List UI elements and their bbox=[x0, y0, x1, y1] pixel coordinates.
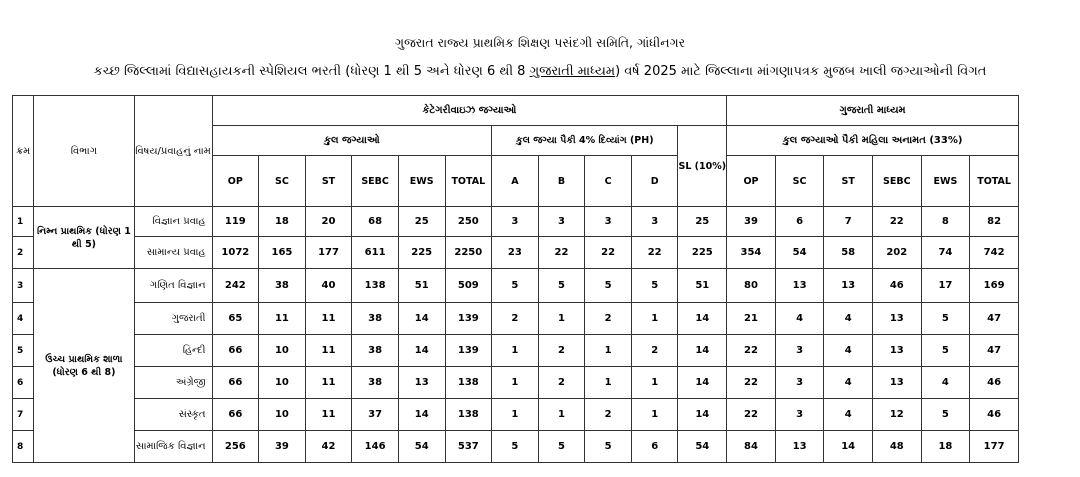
cell-st: 177 bbox=[305, 237, 352, 269]
cell-d: 1 bbox=[631, 399, 678, 431]
cell-sebc: 37 bbox=[352, 399, 399, 431]
cell-sc: 10 bbox=[259, 367, 306, 399]
cell-w-st: 14 bbox=[824, 431, 873, 463]
col-op: OP bbox=[212, 156, 259, 207]
cell-w-sc: 6 bbox=[775, 207, 824, 237]
cell-c: 22 bbox=[585, 237, 632, 269]
cell-d: 3 bbox=[631, 207, 678, 237]
cell-total: 138 bbox=[445, 399, 492, 431]
cell-ews: 225 bbox=[398, 237, 445, 269]
cell-sebc: 38 bbox=[352, 303, 399, 335]
department-upper-primary: ઉચ્ચ પ્રાથમિક શાળા (ધોરણ 6 થી 8) bbox=[34, 269, 134, 463]
table-row bbox=[13, 237, 1019, 269]
cell-w-sebc: 48 bbox=[872, 431, 921, 463]
cell-w-ews: 4 bbox=[921, 367, 970, 399]
cell-op: 119 bbox=[212, 207, 259, 237]
col-ews: EWS bbox=[398, 156, 445, 207]
cell-w-sebc: 13 bbox=[872, 335, 921, 367]
cell-total: 2250 bbox=[445, 237, 492, 269]
cell-a: 1 bbox=[492, 399, 539, 431]
cell-sc: 165 bbox=[259, 237, 306, 269]
header-category-posts: કેટેગરીવાઇઝ જગ્યાઓ bbox=[212, 96, 727, 126]
cell-w-st: 4 bbox=[824, 303, 873, 335]
cell-a: 3 bbox=[492, 207, 539, 237]
cell-b: 5 bbox=[538, 431, 585, 463]
col-sc: SC bbox=[259, 156, 306, 207]
header-subject: વિષય/પ્રવાહનું નામ bbox=[134, 96, 212, 207]
cell-a: 1 bbox=[492, 367, 539, 399]
cell-sl: 14 bbox=[678, 399, 727, 431]
cell-w-ews: 5 bbox=[921, 335, 970, 367]
row-subject: સંસ્કૃત bbox=[134, 399, 212, 431]
cell-d: 1 bbox=[631, 367, 678, 399]
table-row bbox=[13, 367, 1019, 399]
col-ph-d: D bbox=[631, 156, 678, 207]
cell-w-total: 82 bbox=[970, 207, 1019, 237]
cell-sc: 10 bbox=[259, 335, 306, 367]
cell-w-sebc: 46 bbox=[872, 269, 921, 303]
cell-sc: 10 bbox=[259, 399, 306, 431]
department-lower-primary: નિમ્ન પ્રાથમિક (ધોરણ 1 થી 5) bbox=[34, 207, 134, 269]
row-subject: સામાન્ય પ્રવાહ bbox=[134, 237, 212, 269]
cell-w-op: 22 bbox=[727, 335, 776, 367]
cell-st: 11 bbox=[305, 303, 352, 335]
header-sl: SL (10%) bbox=[678, 126, 727, 207]
header-total-posts: કુલ જગ્યાઓ bbox=[212, 126, 492, 156]
row-index: 6 bbox=[13, 367, 34, 399]
cell-st: 40 bbox=[305, 269, 352, 303]
cell-w-st: 13 bbox=[824, 269, 873, 303]
title-suffix: ) વર્ષ 2025 માટે જિલ્લાના માંગણાપત્રક મુજબ ખાલી જગ્યાઓની વિગત bbox=[615, 64, 987, 79]
cell-d: 5 bbox=[631, 269, 678, 303]
cell-op: 66 bbox=[212, 335, 259, 367]
col-women-total: TOTAL bbox=[970, 156, 1019, 207]
cell-op: 65 bbox=[212, 303, 259, 335]
cell-w-sc: 3 bbox=[775, 399, 824, 431]
cell-sl: 51 bbox=[678, 269, 727, 303]
cell-w-sebc: 13 bbox=[872, 303, 921, 335]
cell-w-sebc: 202 bbox=[872, 237, 921, 269]
cell-b: 2 bbox=[538, 367, 585, 399]
col-women-ews: EWS bbox=[921, 156, 970, 207]
header-department: વિભાગ bbox=[34, 96, 134, 207]
table-row bbox=[13, 303, 1019, 335]
cell-w-total: 742 bbox=[970, 237, 1019, 269]
cell-sl: 54 bbox=[678, 431, 727, 463]
cell-a: 5 bbox=[492, 269, 539, 303]
table-row bbox=[13, 431, 1019, 463]
row-subject: ગણિત વિજ્ઞાન bbox=[134, 269, 212, 303]
cell-sc: 11 bbox=[259, 303, 306, 335]
cell-sl: 225 bbox=[678, 237, 727, 269]
table-row bbox=[13, 399, 1019, 431]
row-subject: વિજ્ઞાન પ્રવાહ bbox=[134, 207, 212, 237]
col-women-op: OP bbox=[727, 156, 776, 207]
cell-w-sc: 3 bbox=[775, 335, 824, 367]
cell-d: 1 bbox=[631, 303, 678, 335]
cell-c: 5 bbox=[585, 431, 632, 463]
cell-a: 1 bbox=[492, 335, 539, 367]
cell-b: 5 bbox=[538, 269, 585, 303]
table-row bbox=[13, 335, 1019, 367]
cell-a: 5 bbox=[492, 431, 539, 463]
col-sebc: SEBC bbox=[352, 156, 399, 207]
cell-w-total: 47 bbox=[970, 335, 1019, 367]
cell-op: 256 bbox=[212, 431, 259, 463]
cell-w-ews: 8 bbox=[921, 207, 970, 237]
cell-sc: 38 bbox=[259, 269, 306, 303]
cell-c: 2 bbox=[585, 399, 632, 431]
cell-w-total: 46 bbox=[970, 399, 1019, 431]
cell-c: 3 bbox=[585, 207, 632, 237]
cell-w-op: 22 bbox=[727, 399, 776, 431]
cell-sebc: 38 bbox=[352, 367, 399, 399]
cell-w-sebc: 13 bbox=[872, 367, 921, 399]
col-women-sebc: SEBC bbox=[872, 156, 921, 207]
row-index: 8 bbox=[13, 431, 34, 463]
cell-a: 2 bbox=[492, 303, 539, 335]
cell-ews: 25 bbox=[398, 207, 445, 237]
cell-b: 1 bbox=[538, 399, 585, 431]
cell-w-ews: 74 bbox=[921, 237, 970, 269]
cell-ews: 51 bbox=[398, 269, 445, 303]
row-subject: સામાજિક વિજ્ઞાન bbox=[134, 431, 212, 463]
cell-w-op: 21 bbox=[727, 303, 776, 335]
cell-st: 11 bbox=[305, 335, 352, 367]
cell-b: 1 bbox=[538, 303, 585, 335]
col-women-st: ST bbox=[824, 156, 873, 207]
cell-c: 2 bbox=[585, 303, 632, 335]
cell-total: 139 bbox=[445, 303, 492, 335]
cell-sl: 14 bbox=[678, 335, 727, 367]
cell-w-op: 39 bbox=[727, 207, 776, 237]
cell-a: 23 bbox=[492, 237, 539, 269]
cell-w-sc: 13 bbox=[775, 431, 824, 463]
cell-w-ews: 5 bbox=[921, 303, 970, 335]
cell-sebc: 146 bbox=[352, 431, 399, 463]
row-subject: હિન્દી bbox=[134, 335, 212, 367]
document-title bbox=[0, 64, 1080, 79]
cell-sebc: 68 bbox=[352, 207, 399, 237]
row-index: 4 bbox=[13, 303, 34, 335]
title-medium-underlined: ગુજરાતી માધ્યમ bbox=[529, 64, 616, 79]
cell-d: 2 bbox=[631, 335, 678, 367]
cell-w-sebc: 12 bbox=[872, 399, 921, 431]
col-ph-a: A bbox=[492, 156, 539, 207]
cell-op: 1072 bbox=[212, 237, 259, 269]
cell-w-sebc: 22 bbox=[872, 207, 921, 237]
cell-sebc: 138 bbox=[352, 269, 399, 303]
cell-w-op: 84 bbox=[727, 431, 776, 463]
col-women-sc: SC bbox=[775, 156, 824, 207]
table-row bbox=[13, 207, 1019, 237]
header-index: ક્રમ bbox=[13, 96, 34, 207]
cell-ews: 54 bbox=[398, 431, 445, 463]
cell-sc: 39 bbox=[259, 431, 306, 463]
cell-b: 3 bbox=[538, 207, 585, 237]
cell-total: 537 bbox=[445, 431, 492, 463]
cell-b: 2 bbox=[538, 335, 585, 367]
cell-w-ews: 17 bbox=[921, 269, 970, 303]
cell-w-ews: 5 bbox=[921, 399, 970, 431]
cell-c: 1 bbox=[585, 335, 632, 367]
cell-b: 22 bbox=[538, 237, 585, 269]
title-prefix: કચ્છ જિલ્લામાં વિદ્યાસહાયકની સ્પેશિયલ ભરતી (ધોરણ 1 થી 5 અને ધોરણ 6 થી 8 bbox=[93, 64, 530, 79]
cell-w-sc: 13 bbox=[775, 269, 824, 303]
cell-total: 139 bbox=[445, 335, 492, 367]
row-index: 1 bbox=[13, 207, 34, 237]
row-subject: અંગ્રેજી bbox=[134, 367, 212, 399]
cell-c: 1 bbox=[585, 367, 632, 399]
cell-w-st: 4 bbox=[824, 399, 873, 431]
col-st: ST bbox=[305, 156, 352, 207]
cell-st: 42 bbox=[305, 431, 352, 463]
cell-sl: 25 bbox=[678, 207, 727, 237]
cell-op: 66 bbox=[212, 367, 259, 399]
cell-w-st: 58 bbox=[824, 237, 873, 269]
vacancy-table bbox=[12, 95, 1019, 463]
cell-op: 242 bbox=[212, 269, 259, 303]
cell-w-op: 22 bbox=[727, 367, 776, 399]
cell-sc: 18 bbox=[259, 207, 306, 237]
cell-st: 20 bbox=[305, 207, 352, 237]
cell-w-st: 7 bbox=[824, 207, 873, 237]
cell-w-ews: 18 bbox=[921, 431, 970, 463]
cell-ews: 14 bbox=[398, 399, 445, 431]
cell-d: 22 bbox=[631, 237, 678, 269]
cell-w-st: 4 bbox=[824, 335, 873, 367]
cell-sebc: 38 bbox=[352, 335, 399, 367]
cell-sl: 14 bbox=[678, 303, 727, 335]
cell-d: 6 bbox=[631, 431, 678, 463]
table-row bbox=[13, 269, 1019, 303]
cell-w-op: 354 bbox=[727, 237, 776, 269]
cell-op: 66 bbox=[212, 399, 259, 431]
cell-w-total: 177 bbox=[970, 431, 1019, 463]
row-index: 7 bbox=[13, 399, 34, 431]
col-total: TOTAL bbox=[445, 156, 492, 207]
cell-c: 5 bbox=[585, 269, 632, 303]
cell-ews: 14 bbox=[398, 303, 445, 335]
organization-name: ગુજરાત રાજ્ય પ્રાથમિક શિક્ષણ પસંદગી સમિતિ, ગાંધીનગર bbox=[394, 35, 686, 50]
row-index: 2 bbox=[13, 237, 34, 269]
row-index: 3 bbox=[13, 269, 34, 303]
header-women-reserved: કુલ જગ્યાઓ પૈકી મહિલા અનામત (33%) bbox=[727, 126, 1019, 156]
cell-st: 11 bbox=[305, 367, 352, 399]
cell-w-sc: 4 bbox=[775, 303, 824, 335]
cell-st: 11 bbox=[305, 399, 352, 431]
cell-total: 509 bbox=[445, 269, 492, 303]
cell-w-total: 47 bbox=[970, 303, 1019, 335]
cell-total: 138 bbox=[445, 367, 492, 399]
cell-ews: 13 bbox=[398, 367, 445, 399]
cell-w-op: 80 bbox=[727, 269, 776, 303]
header-gujarati-medium: ગુજરાતી માધ્યમ bbox=[727, 96, 1019, 126]
cell-w-sc: 54 bbox=[775, 237, 824, 269]
cell-ews: 14 bbox=[398, 335, 445, 367]
cell-sl: 14 bbox=[678, 367, 727, 399]
cell-w-total: 169 bbox=[970, 269, 1019, 303]
cell-sebc: 611 bbox=[352, 237, 399, 269]
row-subject: ગુજરાતી bbox=[134, 303, 212, 335]
row-index: 5 bbox=[13, 335, 34, 367]
col-ph-b: B bbox=[538, 156, 585, 207]
cell-w-st: 4 bbox=[824, 367, 873, 399]
col-ph-c: C bbox=[585, 156, 632, 207]
cell-w-total: 46 bbox=[970, 367, 1019, 399]
header-ph-posts: કુલ જગ્યા પૈકી 4% દિવ્યાંગ (PH) bbox=[492, 126, 678, 156]
cell-w-sc: 3 bbox=[775, 367, 824, 399]
cell-total: 250 bbox=[445, 207, 492, 237]
